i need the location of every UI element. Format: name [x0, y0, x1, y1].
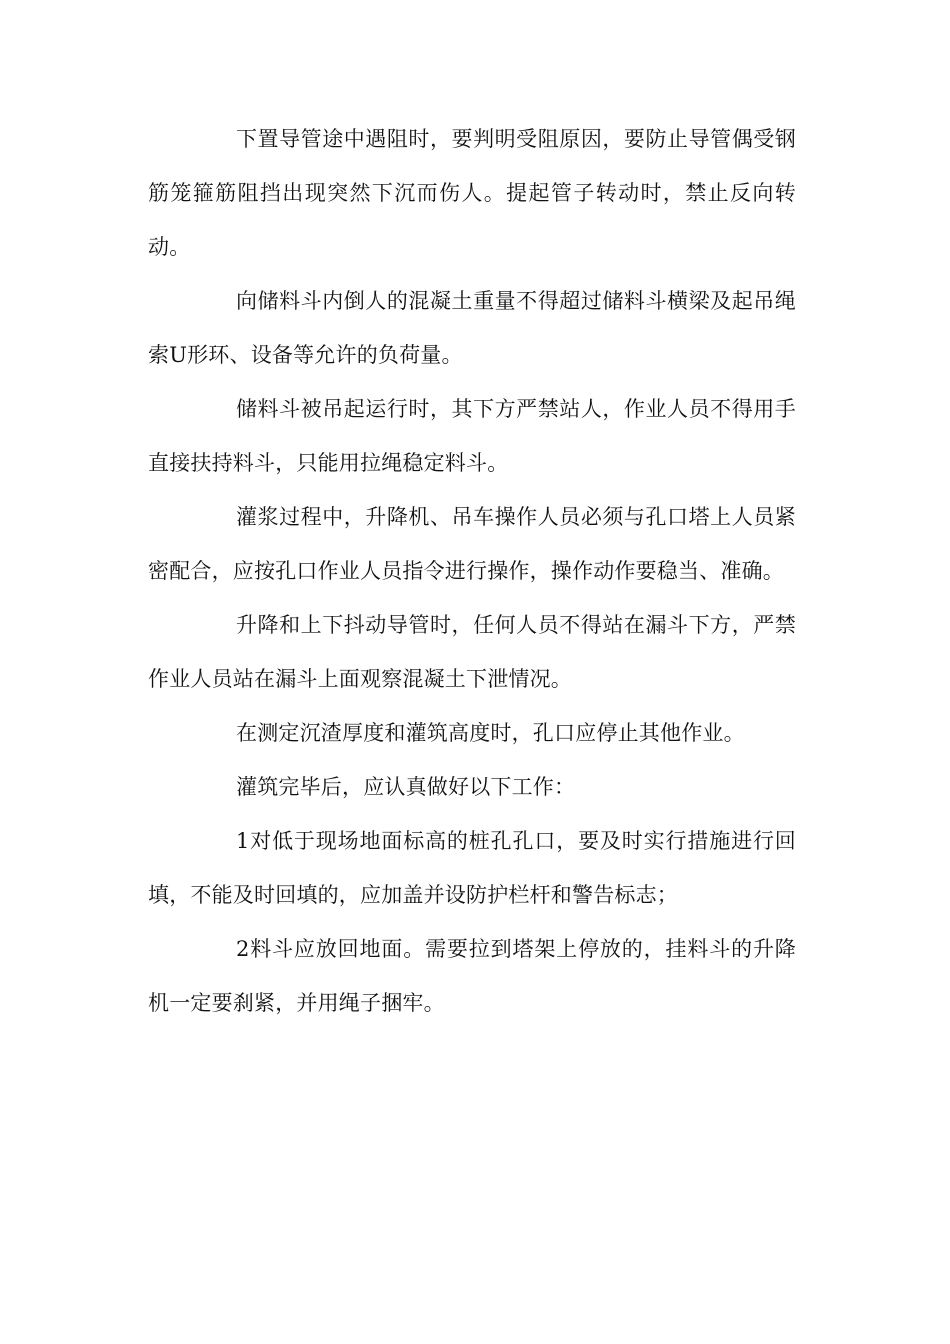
list-item-hopper-return: 2料斗应放回地面。需要拉到塔架上停放的，挂料斗的升降机一定要刹紧，并用绳子捆牢。	[148, 937, 796, 1015]
paragraph-after-pouring: 灌筑完毕后，应认真做好以下工作：	[236, 775, 576, 799]
paragraph-guide-pipe-obstruction: 下置导管途中遇阻时，要判明受阻原因，要防止导管偶受钢筋笼箍筋阻挡出现突然下沉而伤人。提起管子转动时，禁止反向转动。	[148, 127, 796, 259]
paragraph-measurement: 在测定沉渣厚度和灌筑高度时，孔口应停止其他作业。	[236, 721, 745, 745]
paragraph-pipe-shaking: 升降和上下抖动导管时，任何人员不得站在漏斗下方，严禁作业人员站在漏斗上面观察混凝土下泄情况。	[148, 613, 796, 691]
paragraph-grouting-coordination: 灌浆过程中，升降机、吊车操作人员必须与孔口塔上人员紧密配合，应按孔口作业人员指令进行操作，操作动作要稳当、准确。	[148, 505, 796, 583]
paragraph-hopper-lifting: 储料斗被吊起运行时，其下方严禁站人，作业人员不得用手直接扶持料斗，只能用拉绳稳定料斗。	[148, 397, 796, 475]
document-body	[148, 112, 796, 1030]
list-item-backfill: 1对低于现场地面标高的桩孔孔口，要及时实行措施进行回填，不能及时回填的，应加盖并设防护栏杆和警告标志；	[148, 829, 796, 907]
paragraph-hopper-load-limit: 向储料斗内倒人的混凝土重量不得超过储料斗横梁及起吊绳索U形环、设备等允许的负荷量。	[148, 289, 796, 367]
